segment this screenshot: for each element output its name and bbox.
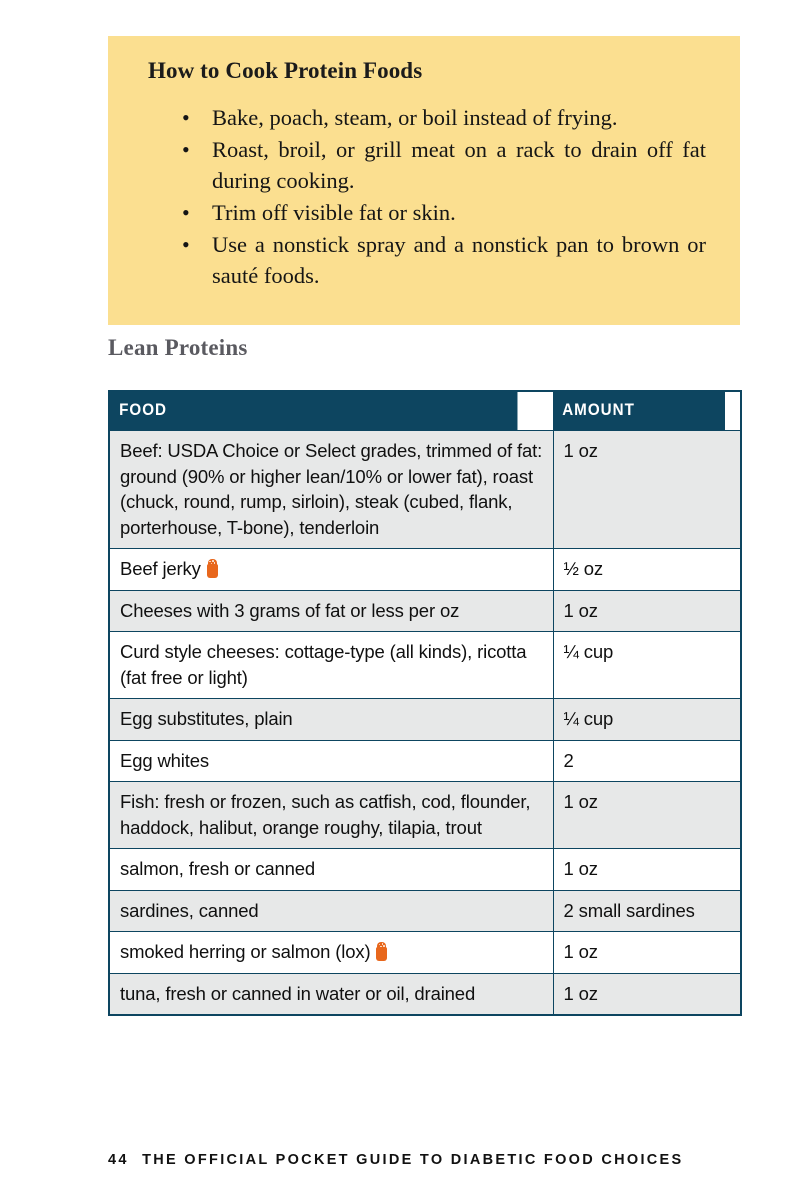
- table-cell-food: [109, 849, 553, 891]
- table-cell-food: [109, 699, 553, 741]
- tip-list-item-text: Trim off visible fat or skin.: [212, 200, 456, 225]
- food-name: Fish: fresh or frozen, such as catfish, cod, flounder, haddock, halibut, orange roughy, tilapia, trout: [120, 791, 531, 838]
- table-cell-food: [109, 890, 553, 932]
- table-row: [109, 549, 741, 591]
- table-row: [109, 431, 741, 549]
- tip-list-item-text: Roast, broil, or grill meat on a rack to drain off fat during cooking.: [212, 137, 706, 193]
- bullet-icon: •: [182, 200, 190, 225]
- table-row: [109, 782, 741, 849]
- table-cell-amount: 1 oz: [553, 932, 741, 974]
- table-row: [109, 932, 741, 974]
- table-header-row: [109, 391, 741, 431]
- footer-page-number: 44: [108, 1152, 129, 1168]
- how-to-cook-tip-box: [108, 36, 740, 325]
- table-cell-food: [109, 590, 553, 632]
- tip-list-item: [144, 229, 710, 291]
- food-name: Beef: USDA Choice or Select grades, trimmed of fat: ground (90% or higher lean/10% or lower fat), roast (chuck, round, rump, sirloin), steak (cubed, flank, porterhouse, T-bone), tenderloin: [120, 440, 543, 538]
- bullet-icon: •: [182, 105, 190, 130]
- lean-proteins-table: [108, 390, 742, 1016]
- salt-shaker-icon: [376, 942, 387, 961]
- table-cell-amount: ¼ cup: [553, 632, 741, 699]
- table-cell-amount: 1 oz: [553, 431, 741, 549]
- footer-book-title: THE OFFICIAL POCKET GUIDE TO DIABETIC FOOD CHOICES: [142, 1152, 684, 1168]
- table-row: [109, 973, 741, 1015]
- table-row: [109, 590, 741, 632]
- table-cell-food: [109, 431, 553, 549]
- table-cell-food: [109, 549, 553, 591]
- table-cell-amount: 1 oz: [553, 849, 741, 891]
- table-cell-food: [109, 740, 553, 782]
- table-row: [109, 632, 741, 699]
- tip-list-item: [144, 102, 710, 133]
- table-cell-food: [109, 782, 553, 849]
- column-header-food: FOOD: [109, 391, 517, 431]
- column-header-amount: AMOUNT: [553, 391, 726, 431]
- food-name: smoked herring or salmon (lox): [120, 941, 371, 962]
- food-name: Cheeses with 3 grams of fat or less per oz: [120, 599, 460, 621]
- food-name: Egg whites: [120, 749, 209, 771]
- section-heading: Lean Proteins: [108, 335, 248, 360]
- tip-list-item: [144, 134, 710, 196]
- bullet-icon: •: [182, 137, 190, 162]
- table-cell-amount: 1 oz: [553, 590, 741, 632]
- table-cell-amount: 2: [553, 740, 741, 782]
- tip-list-item: [144, 197, 710, 228]
- bullet-icon: •: [182, 232, 190, 257]
- food-name: Beef jerky: [120, 558, 201, 579]
- tip-list-item-text: Bake, poach, steam, or boil instead of frying.: [212, 105, 618, 130]
- food-name: Egg substitutes, plain: [120, 708, 293, 729]
- tip-box-list: [144, 102, 710, 291]
- table-cell-amount: ½ oz: [553, 549, 741, 591]
- tip-box-title: How to Cook Protein Foods: [148, 58, 423, 83]
- page-footer: [108, 1152, 684, 1168]
- table-cell-food: [109, 973, 553, 1015]
- food-name: tuna, fresh or canned in water or oil, drained: [120, 982, 476, 1004]
- table-row: [109, 849, 741, 891]
- food-name: sardines, canned: [120, 899, 259, 921]
- salt-shaker-icon: [207, 559, 218, 578]
- table-cell-amount: 1 oz: [553, 973, 741, 1015]
- table-cell-amount: 1 oz: [553, 782, 741, 849]
- table-cell-amount: ¼ cup: [553, 699, 741, 741]
- table-body: [109, 431, 741, 1016]
- table-cell-amount: 2 small sardines: [553, 890, 741, 932]
- table-header: [109, 391, 741, 431]
- table-row: [109, 699, 741, 741]
- table-cell-food: [109, 932, 553, 974]
- table-row: [109, 890, 741, 932]
- food-name: Curd style cheeses: cottage-type (all kinds), ricotta (fat free or light): [120, 641, 527, 688]
- tip-list-item-text: Use a nonstick spray and a nonstick pan to brown or sauté foods.: [212, 232, 706, 288]
- table-cell-food: [109, 632, 553, 699]
- table-row: [109, 740, 741, 782]
- food-name: salmon, fresh or canned: [120, 858, 316, 879]
